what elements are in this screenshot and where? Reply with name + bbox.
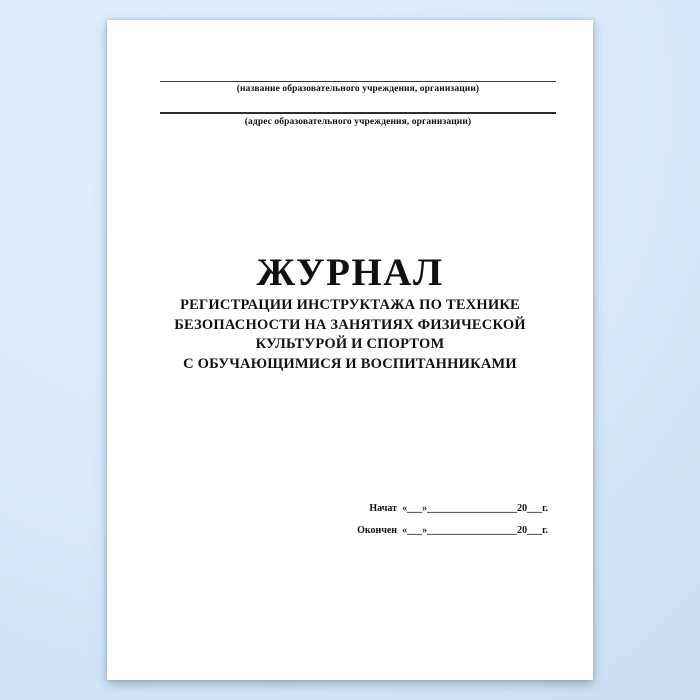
subtitle-line-1: РЕГИСТРАЦИИ ИНСТРУКТАЖА ПО ТЕХНИКЕ xyxy=(180,297,520,313)
journal-cover-page xyxy=(107,20,593,680)
subtitle-line-3: КУЛЬТУРОЙ И СПОРТОМ xyxy=(255,336,445,352)
date-started-day-blank: «___» xyxy=(402,503,428,514)
date-finished-row xyxy=(357,525,548,537)
subtitle-line-2: БЕЗОПАСНОСТИ НА ЗАНЯТИЯХ ФИЗИЧЕСКОЙ xyxy=(174,316,526,333)
institution-name-blank-line xyxy=(160,81,556,82)
journal-subtitle xyxy=(107,296,593,374)
institution-address-caption: (адрес образовательного учреждения, организации) xyxy=(244,117,472,127)
title-block xyxy=(107,253,593,374)
date-finished-year-blank: ___ xyxy=(527,525,543,536)
date-finished-year-prefix: 20 xyxy=(517,525,528,536)
date-started-fill-line: __________________ xyxy=(427,503,518,514)
date-started-year-suffix: г. xyxy=(542,503,548,514)
subtitle-line-4: С ОБУЧАЮЩИМИСЯ И ВОСПИТАННИКАМИ xyxy=(183,355,517,372)
institution-address-blank-line xyxy=(160,112,556,114)
date-started-label: Начат xyxy=(369,503,398,514)
date-started-row xyxy=(357,503,548,515)
dates-block xyxy=(357,503,548,547)
institution-name-caption: (название образовательного учреждения, организации) xyxy=(236,84,480,94)
date-started-year-blank: ___ xyxy=(527,503,543,514)
journal-title: ЖУРНАЛ xyxy=(256,251,444,294)
date-finished-fill-line: __________________ xyxy=(427,525,518,536)
date-finished-year-suffix: г. xyxy=(542,525,548,536)
date-finished-label: Окончен xyxy=(357,525,398,536)
date-started-year-prefix: 20 xyxy=(517,503,528,514)
date-finished-day-blank: «___» xyxy=(402,525,428,536)
